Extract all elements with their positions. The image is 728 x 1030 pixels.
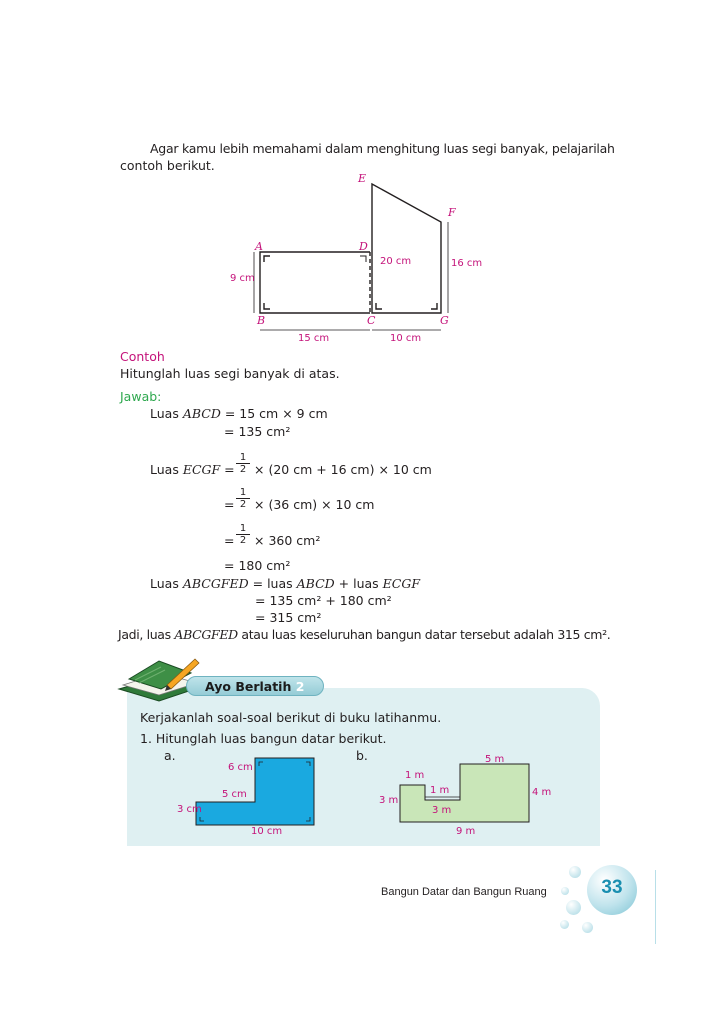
shape-a-dim-left: 3 cm	[177, 804, 202, 815]
var-abcgfed: ABCGFED	[182, 576, 249, 591]
equation: + luas	[338, 576, 379, 591]
var-abcgfed: ABCGFED	[174, 627, 238, 642]
fraction-half: $\frac{1}{2}$	[236, 452, 250, 475]
shape-b-dim-notch-width: 1 m	[405, 770, 425, 781]
label-e: E	[358, 172, 367, 185]
luas-word: Luas	[150, 576, 179, 591]
fraction-half: $\frac{1}{2}$	[236, 523, 250, 546]
solution-line-2: = 135 cm²	[224, 424, 291, 439]
shape-a-dim-top: 6 cm	[228, 762, 253, 773]
luas-word: Luas	[150, 406, 179, 421]
equals-sign: =	[224, 533, 235, 548]
part-a-label: a.	[164, 748, 176, 763]
example-heading: Contoh	[120, 349, 165, 364]
var-abcd: ABCD	[182, 406, 221, 421]
answer-heading: Jawab:	[120, 389, 162, 404]
solution-line-3-rest: × (20 cm + 16 cm) × 10 cm	[254, 462, 432, 477]
label-b: B	[257, 314, 266, 327]
dim-16cm: 16 cm	[451, 258, 483, 269]
footer-title: Bangun Datar dan Bangun Ruang	[381, 886, 547, 898]
luas-word: Luas	[150, 462, 179, 477]
label-a: A	[255, 240, 263, 253]
solution-line-5: × 360 cm²	[254, 533, 321, 548]
intro-line-2: contoh berikut.	[120, 158, 215, 173]
label-g: G	[440, 314, 449, 327]
var-ecgf: ECGF	[382, 576, 421, 591]
shape-a	[196, 758, 314, 825]
solution-line-6: = 180 cm²	[224, 558, 291, 573]
shape-b-dim-inner: 3 m	[432, 805, 452, 816]
example-question: Hitunglah luas segi banyak di atas.	[120, 366, 340, 381]
var-abcd: ABCD	[296, 576, 335, 591]
equation: = luas	[252, 576, 293, 591]
dim-9cm: 9 cm	[230, 273, 255, 284]
equation: = 15 cm × 9 cm	[224, 406, 328, 421]
dim-20cm: 20 cm	[380, 256, 412, 267]
label-f: F	[448, 206, 456, 219]
shape-b-dim-left: 3 m	[379, 795, 399, 806]
intro-line-1: Agar kamu lebih memahami dalam menghitung luas segi banyak, pelajarilah	[150, 141, 615, 156]
dim-10cm: 10 cm	[390, 333, 422, 344]
conclusion-text: Jadi, luas	[118, 627, 171, 642]
solution-line-4: × (36 cm) × 10 cm	[254, 497, 375, 512]
page-number: 33	[601, 877, 623, 898]
exercise-instruction: Kerjakanlah soal-soal berikut di buku latihanmu.	[140, 710, 442, 725]
solution-line-8: = 135 cm² + 180 cm²	[255, 593, 392, 608]
var-ecgf: ECGF	[182, 462, 221, 477]
exercise-item-1: 1. Hitunglah luas bangun datar berikut.	[140, 731, 387, 746]
fraction-half: $\frac{1}{2}$	[236, 487, 250, 510]
label-c: C	[367, 314, 376, 327]
part-b-label: b.	[356, 748, 368, 763]
equals-sign: =	[224, 462, 235, 477]
shape-b-dim-right: 4 m	[532, 787, 552, 798]
shape-a-dim-step: 5 cm	[222, 789, 247, 800]
exercise-title-text: Ayo Berlatih	[205, 679, 292, 694]
shape-b-dim-notch-height: 1 m	[430, 785, 450, 796]
shape-b-dim-top: 5 m	[485, 754, 505, 765]
conclusion-text: atau luas keseluruhan bangun datar tersebut adalah 315 cm².	[241, 627, 611, 642]
dim-15cm: 15 cm	[298, 333, 330, 344]
label-d: D	[359, 240, 368, 253]
shape-b-dim-bottom: 9 m	[456, 826, 476, 837]
shape-a-dim-bottom: 10 cm	[251, 826, 283, 837]
exercise-number: 2	[295, 679, 305, 694]
equals-sign: =	[224, 497, 235, 512]
solution-line-9: = 315 cm²	[255, 610, 322, 625]
